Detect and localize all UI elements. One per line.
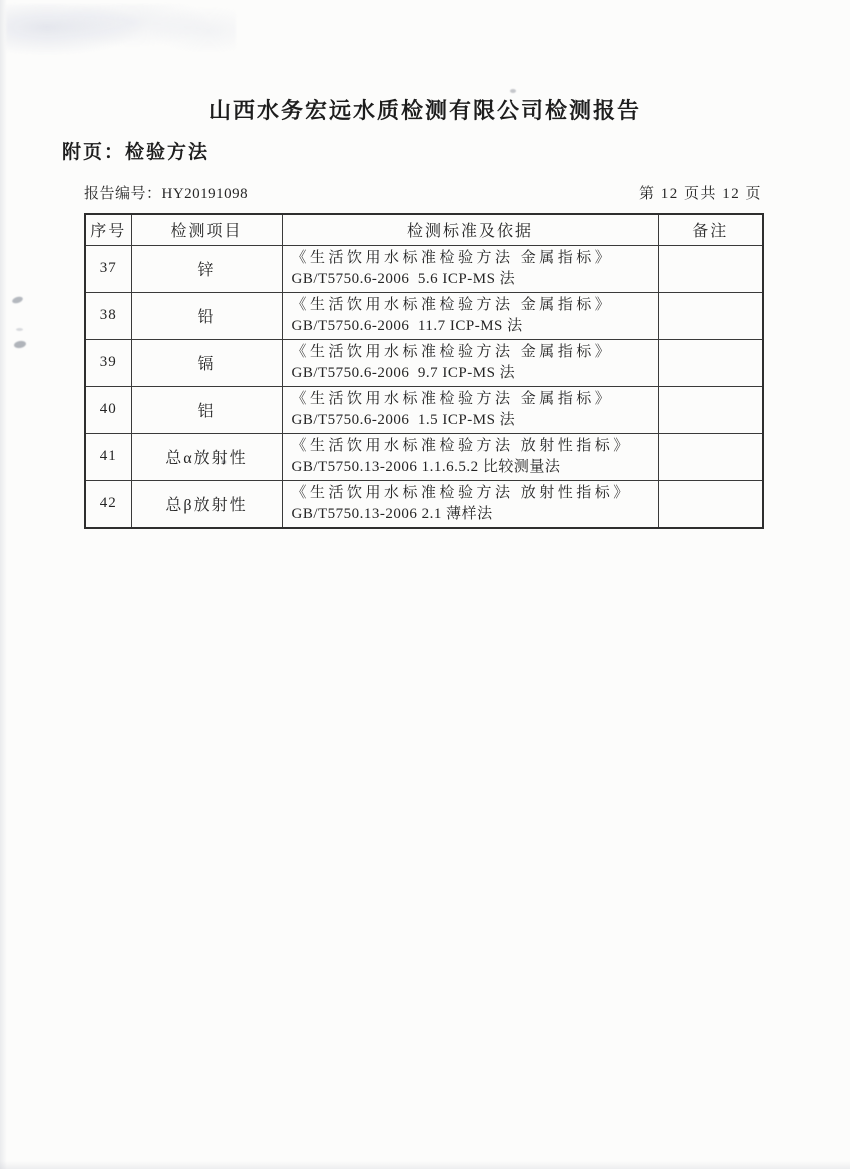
standard-title-line: 《生活饮用水标准检验方法 放射性指标》 <box>291 484 632 501</box>
header-remarks: 备注 <box>658 214 763 245</box>
standard-title-line: 《生活饮用水标准检验方法 金属指标》 <box>291 249 614 266</box>
serial-number-cell: 42 <box>85 480 131 528</box>
scan-edge-shade-bottom <box>0 1161 850 1169</box>
remark-cell <box>658 292 763 339</box>
test-standard-cell <box>282 292 658 339</box>
test-standard-cell <box>282 339 658 386</box>
test-item-cell: 总α放射性 <box>131 433 282 480</box>
standard-method-line: GB/T5750.6-2006 9.7 ICP-MS 法 <box>291 364 516 381</box>
report-number-value: HY20191098 <box>161 186 249 202</box>
header-serial-number: 序号 <box>85 214 131 245</box>
standard-method-line: GB/T5750.6-2006 5.6 ICP-MS 法 <box>291 270 516 287</box>
standard-title-line: 《生活饮用水标准检验方法 金属指标》 <box>291 296 614 313</box>
standard-title-line: 《生活饮用水标准检验方法 金属指标》 <box>291 343 614 360</box>
standard-title-line: 《生活饮用水标准检验方法 放射性指标》 <box>291 437 632 454</box>
standard-method-line: GB/T5750.6-2006 11.7 ICP-MS 法 <box>291 317 523 334</box>
standard-title-line: 《生活饮用水标准检验方法 金属指标》 <box>291 390 614 407</box>
serial-number-cell: 37 <box>85 245 131 292</box>
methods-table <box>84 213 764 529</box>
header-test-standard: 检测标准及依据 <box>282 214 658 245</box>
test-item-cell: 铝 <box>131 386 282 433</box>
page-indicator: 第 12 页共 12 页 <box>638 186 762 202</box>
appendix-subtitle: 附页：检验方法 <box>62 142 210 163</box>
serial-number-cell: 41 <box>85 433 131 480</box>
remark-cell <box>658 245 763 292</box>
test-standard-cell <box>282 245 658 292</box>
table-row <box>85 339 763 386</box>
remark-cell <box>658 386 763 433</box>
serial-number-cell: 40 <box>85 386 131 433</box>
test-item-cell: 总β放射性 <box>131 480 282 528</box>
standard-method-line: GB/T5750.6-2006 1.5 ICP-MS 法 <box>291 411 516 428</box>
meta-row <box>84 182 762 203</box>
remark-cell <box>658 339 763 386</box>
header-test-item: 检测项目 <box>131 214 282 245</box>
test-item-cell: 铅 <box>131 292 282 339</box>
test-standard-cell <box>282 386 658 433</box>
table-header-row <box>85 214 763 245</box>
table-row <box>85 386 763 433</box>
page-title: 山西水务宏远水质检测有限公司检测报告 <box>208 98 641 123</box>
scan-speck <box>11 295 23 304</box>
table-row <box>85 480 763 528</box>
table-row <box>85 433 763 480</box>
scan-smudge-artifact <box>6 4 236 62</box>
test-item-cell: 镉 <box>131 339 282 386</box>
table-row <box>85 292 763 339</box>
serial-number-cell: 39 <box>85 339 131 386</box>
scan-speck <box>510 89 516 93</box>
table-body <box>85 245 763 528</box>
test-item-cell: 锌 <box>131 245 282 292</box>
remark-cell <box>658 433 763 480</box>
standard-method-line: GB/T5750.13-2006 1.1.6.5.2 比较测量法 <box>291 458 561 475</box>
table-row <box>85 245 763 292</box>
report-number <box>84 182 248 203</box>
test-standard-cell <box>282 480 658 528</box>
scan-speck <box>13 340 26 349</box>
serial-number-cell: 38 <box>85 292 131 339</box>
scan-speck <box>16 328 23 331</box>
report-number-label: 报告编号： <box>84 186 162 202</box>
scan-edge-shade-left <box>0 0 7 1169</box>
remark-cell <box>658 480 763 528</box>
test-standard-cell <box>282 433 658 480</box>
standard-method-line: GB/T5750.13-2006 2.1 薄样法 <box>291 505 493 522</box>
